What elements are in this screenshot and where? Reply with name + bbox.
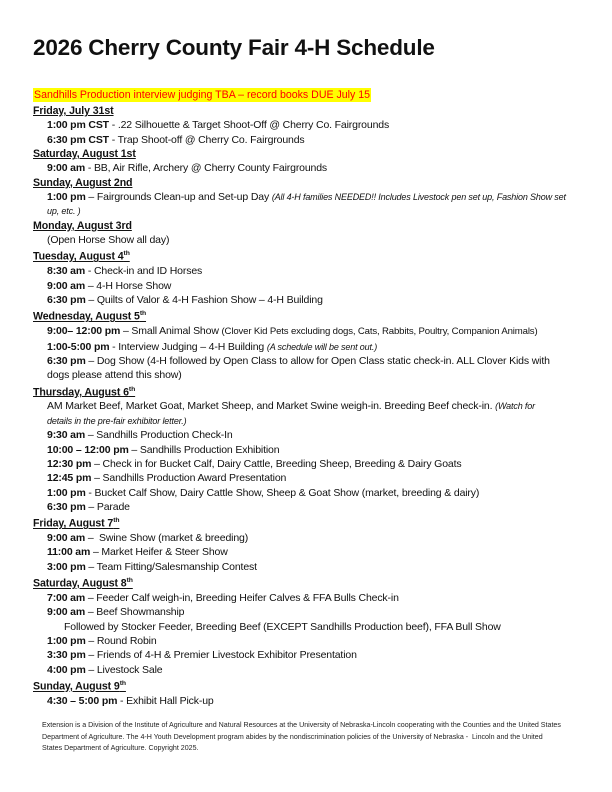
event-text: – Quilts of Valor & 4-H Fashion Show – 4-H Building <box>85 294 323 306</box>
event-time: 1:00 pm CST <box>47 119 109 132</box>
day-heading <box>33 104 592 118</box>
event-text: Followed by Stocker Feeder, Breeding Beef (EXCEPT Sandhills Production beef), FFA Bull Show <box>64 620 501 633</box>
schedule-item-line <box>33 486 592 500</box>
day-heading <box>33 677 592 694</box>
schedule-item-line <box>33 279 592 293</box>
day-heading-ordinal-suffix: th <box>119 680 126 688</box>
schedule-item-line <box>33 324 592 339</box>
event-text: up, etc. ) <box>47 206 81 217</box>
schedule-item-line <box>33 663 592 677</box>
schedule-item-line <box>33 118 592 132</box>
event-text: – Round Robin <box>85 635 157 648</box>
event-time: 11:00 am <box>47 546 91 559</box>
event-time: 10:00 – 12:00 pm <box>47 443 129 456</box>
event-text: details in the pre-fair exhibitor letter.) <box>47 415 187 426</box>
day-heading-text: Sunday, August 2nd <box>33 176 133 189</box>
event-time: 1:00 pm <box>47 486 86 499</box>
event-time: 9:00 am <box>47 279 86 292</box>
schedule-item-line <box>33 233 592 247</box>
event-text: – Market Heifer & Steer Show <box>90 546 228 559</box>
event-time: 9:00 am <box>47 162 86 175</box>
day-heading-text: Saturday, August 8 <box>33 577 127 590</box>
event-time: 6:30 pm <box>47 354 86 367</box>
schedule-item-line <box>33 428 592 442</box>
schedule-item-line <box>33 531 592 545</box>
schedule-item-line <box>33 354 592 368</box>
event-text: – Beef Showmanship <box>85 606 185 619</box>
event-text: – Dog Show (4-H followed by Open Class to allow for Open Class static check-in. ALL Clover Kids with <box>85 354 550 367</box>
event-time: 9:00 am <box>47 532 86 545</box>
event-text: – Sandhills Production Award Presentation <box>91 472 287 485</box>
day-heading-ordinal-suffix: th <box>123 250 130 258</box>
day-heading <box>33 219 592 233</box>
day-heading <box>33 383 592 400</box>
day-heading-text: Tuesday, August 4 <box>33 250 124 263</box>
event-text: - Exhibit Hall Pick-up <box>117 694 214 707</box>
event-text: – Parade <box>85 500 130 513</box>
event-text: – Feeder Calf weigh-in, Breeding Heifer Calves & FFA Bulls Check-in <box>85 592 399 604</box>
day-heading <box>33 247 592 264</box>
schedule-item-line <box>33 443 592 457</box>
day-heading <box>33 147 592 161</box>
day-heading-text: Sunday, August 9 <box>33 680 120 693</box>
event-time: 8:30 am <box>47 265 86 278</box>
schedule-item-line <box>33 560 592 574</box>
schedule-item-line <box>33 457 592 471</box>
day-heading-text: Thursday, August 6 <box>33 386 129 399</box>
event-text: dogs please attend this show) <box>47 369 182 382</box>
event-time: 12:30 pm <box>47 457 92 470</box>
schedule-item-line <box>33 133 592 147</box>
schedule-item-line <box>33 471 592 485</box>
schedule-item-line <box>33 591 592 605</box>
footer <box>33 720 592 755</box>
event-text: – Livestock Sale <box>85 663 163 676</box>
event-time: 6:30 pm <box>47 294 86 306</box>
schedule-item-line <box>33 694 592 708</box>
schedule-item-line <box>33 634 592 648</box>
schedule-item-line <box>33 340 592 354</box>
event-text: – 4-H Horse Show <box>85 279 172 292</box>
day-heading <box>33 574 592 591</box>
day-heading-text: Friday, July 31st <box>33 105 114 117</box>
event-text: (Watch for <box>495 401 535 412</box>
event-text: – Swine Show (market & breeding) <box>85 532 249 545</box>
day-heading-text: Friday, August 7 <box>33 517 114 530</box>
event-time: 6:30 pm CST <box>47 133 109 146</box>
schedule-item-line <box>33 190 592 204</box>
footer-line: Department of Agriculture. The 4-H Youth Development program abides by the nondiscrimination policies of the University of Nebraska - Lincoln and the United <box>42 732 543 741</box>
schedule-item-line <box>33 293 592 307</box>
day-heading-ordinal-suffix: th <box>113 517 120 525</box>
notice-row <box>33 86 592 102</box>
event-time: 9:30 am <box>47 429 86 442</box>
day-heading-text: Saturday, August 1st <box>33 148 136 161</box>
event-time: 3:00 pm <box>47 560 86 573</box>
event-text: (Clover Kid Pets excluding dogs, Cats, Rabbits, Poultry, Companion Animals) <box>221 326 538 338</box>
event-text: – Fairgrounds Clean-up and Set-up Day <box>85 191 272 204</box>
schedule-item-line <box>33 605 592 619</box>
schedule-item-line <box>33 161 592 175</box>
event-text: – Check in for Bucket Calf, Dairy Cattle, Breeding Sheep, Breeding & Dairy Goats <box>91 457 462 470</box>
schedule-item-line <box>33 414 592 428</box>
schedule-item-line <box>33 399 592 413</box>
event-time: 12:45 pm <box>47 472 92 485</box>
event-time: 1:00 pm <box>47 635 86 648</box>
event-text: - .22 Silhouette & Target Shoot-Off @ Cherry Co. Fairgrounds <box>108 119 390 132</box>
day-heading <box>33 514 592 531</box>
event-time: 9:00– 12:00 pm <box>47 325 121 338</box>
schedule-item-line <box>33 264 592 278</box>
event-text: - Trap Shoot-off @ Cherry Co. Fairgrounds <box>108 133 305 146</box>
schedule-item-line <box>33 620 592 634</box>
event-text: - Interview Judging – 4-H Building <box>109 340 267 353</box>
event-text: - Check-in and ID Horses <box>85 265 203 278</box>
event-text: – Sandhills Production Exhibition <box>128 443 280 456</box>
event-text: – Team Fitting/Salesmanship Contest <box>85 560 257 573</box>
event-text: (All 4-H families NEEDED!! Includes Livestock pen set up, Fashion Show set <box>271 192 566 203</box>
notice-highlight: Sandhills Production interview judging TBA – record books DUE July 15 <box>34 89 371 101</box>
event-time: 7:00 am <box>47 592 86 604</box>
day-heading <box>33 307 592 324</box>
schedule <box>33 104 592 708</box>
schedule-item-line <box>33 545 592 559</box>
event-time: 6:30 pm <box>47 500 86 513</box>
page-title: 2026 Cherry County Fair 4-H Schedule <box>33 35 435 60</box>
day-heading-ordinal-suffix: th <box>126 577 133 585</box>
event-text: – Sandhills Production Check-In <box>85 429 233 442</box>
schedule-item-line <box>33 204 592 218</box>
schedule-item-line <box>33 648 592 662</box>
event-time: 4:00 pm <box>47 663 86 676</box>
footer-line: Extension is a Division of the Institute of Agriculture and Natural Resources at the University of Nebraska-Lincoln cooperating with the Counties and the United States <box>42 721 561 730</box>
event-text: (Open Horse Show all day) <box>47 234 170 247</box>
event-time: 4:30 – 5:00 pm <box>47 694 118 707</box>
day-heading-ordinal-suffix: th <box>128 385 136 393</box>
schedule-item-line <box>33 500 592 514</box>
event-text: - Bucket Calf Show, Dairy Cattle Show, Sheep & Goat Show (market, breeding & dairy) <box>85 486 480 499</box>
event-text: – Friends of 4-H & Premier Livestock Exhibitor Presentation <box>85 649 357 662</box>
event-text: AM Market Beef, Market Goat, Market Sheep, and Market Swine weigh-in. Breeding Beef check-in. <box>47 400 496 413</box>
schedule-item-line <box>33 368 592 382</box>
event-text: – Small Animal Show <box>120 325 222 338</box>
day-heading-text: Monday, August 3rd <box>33 219 132 232</box>
event-time: 9:00 am <box>47 606 86 619</box>
event-time: 3:30 pm <box>47 649 86 662</box>
event-time: 1:00-5:00 pm <box>47 340 110 353</box>
event-time: 1:00 pm <box>47 191 86 204</box>
day-heading <box>33 176 592 190</box>
day-heading-text: Wednesday, August 5 <box>33 310 140 323</box>
event-text: (A schedule will be sent out.) <box>266 341 378 352</box>
event-text: - BB, Air Rifle, Archery @ Cherry County Fairgrounds <box>85 162 328 175</box>
footer-line: States Department of Agriculture. Copyright 2025. <box>42 744 199 753</box>
day-heading-ordinal-suffix: th <box>139 310 147 318</box>
